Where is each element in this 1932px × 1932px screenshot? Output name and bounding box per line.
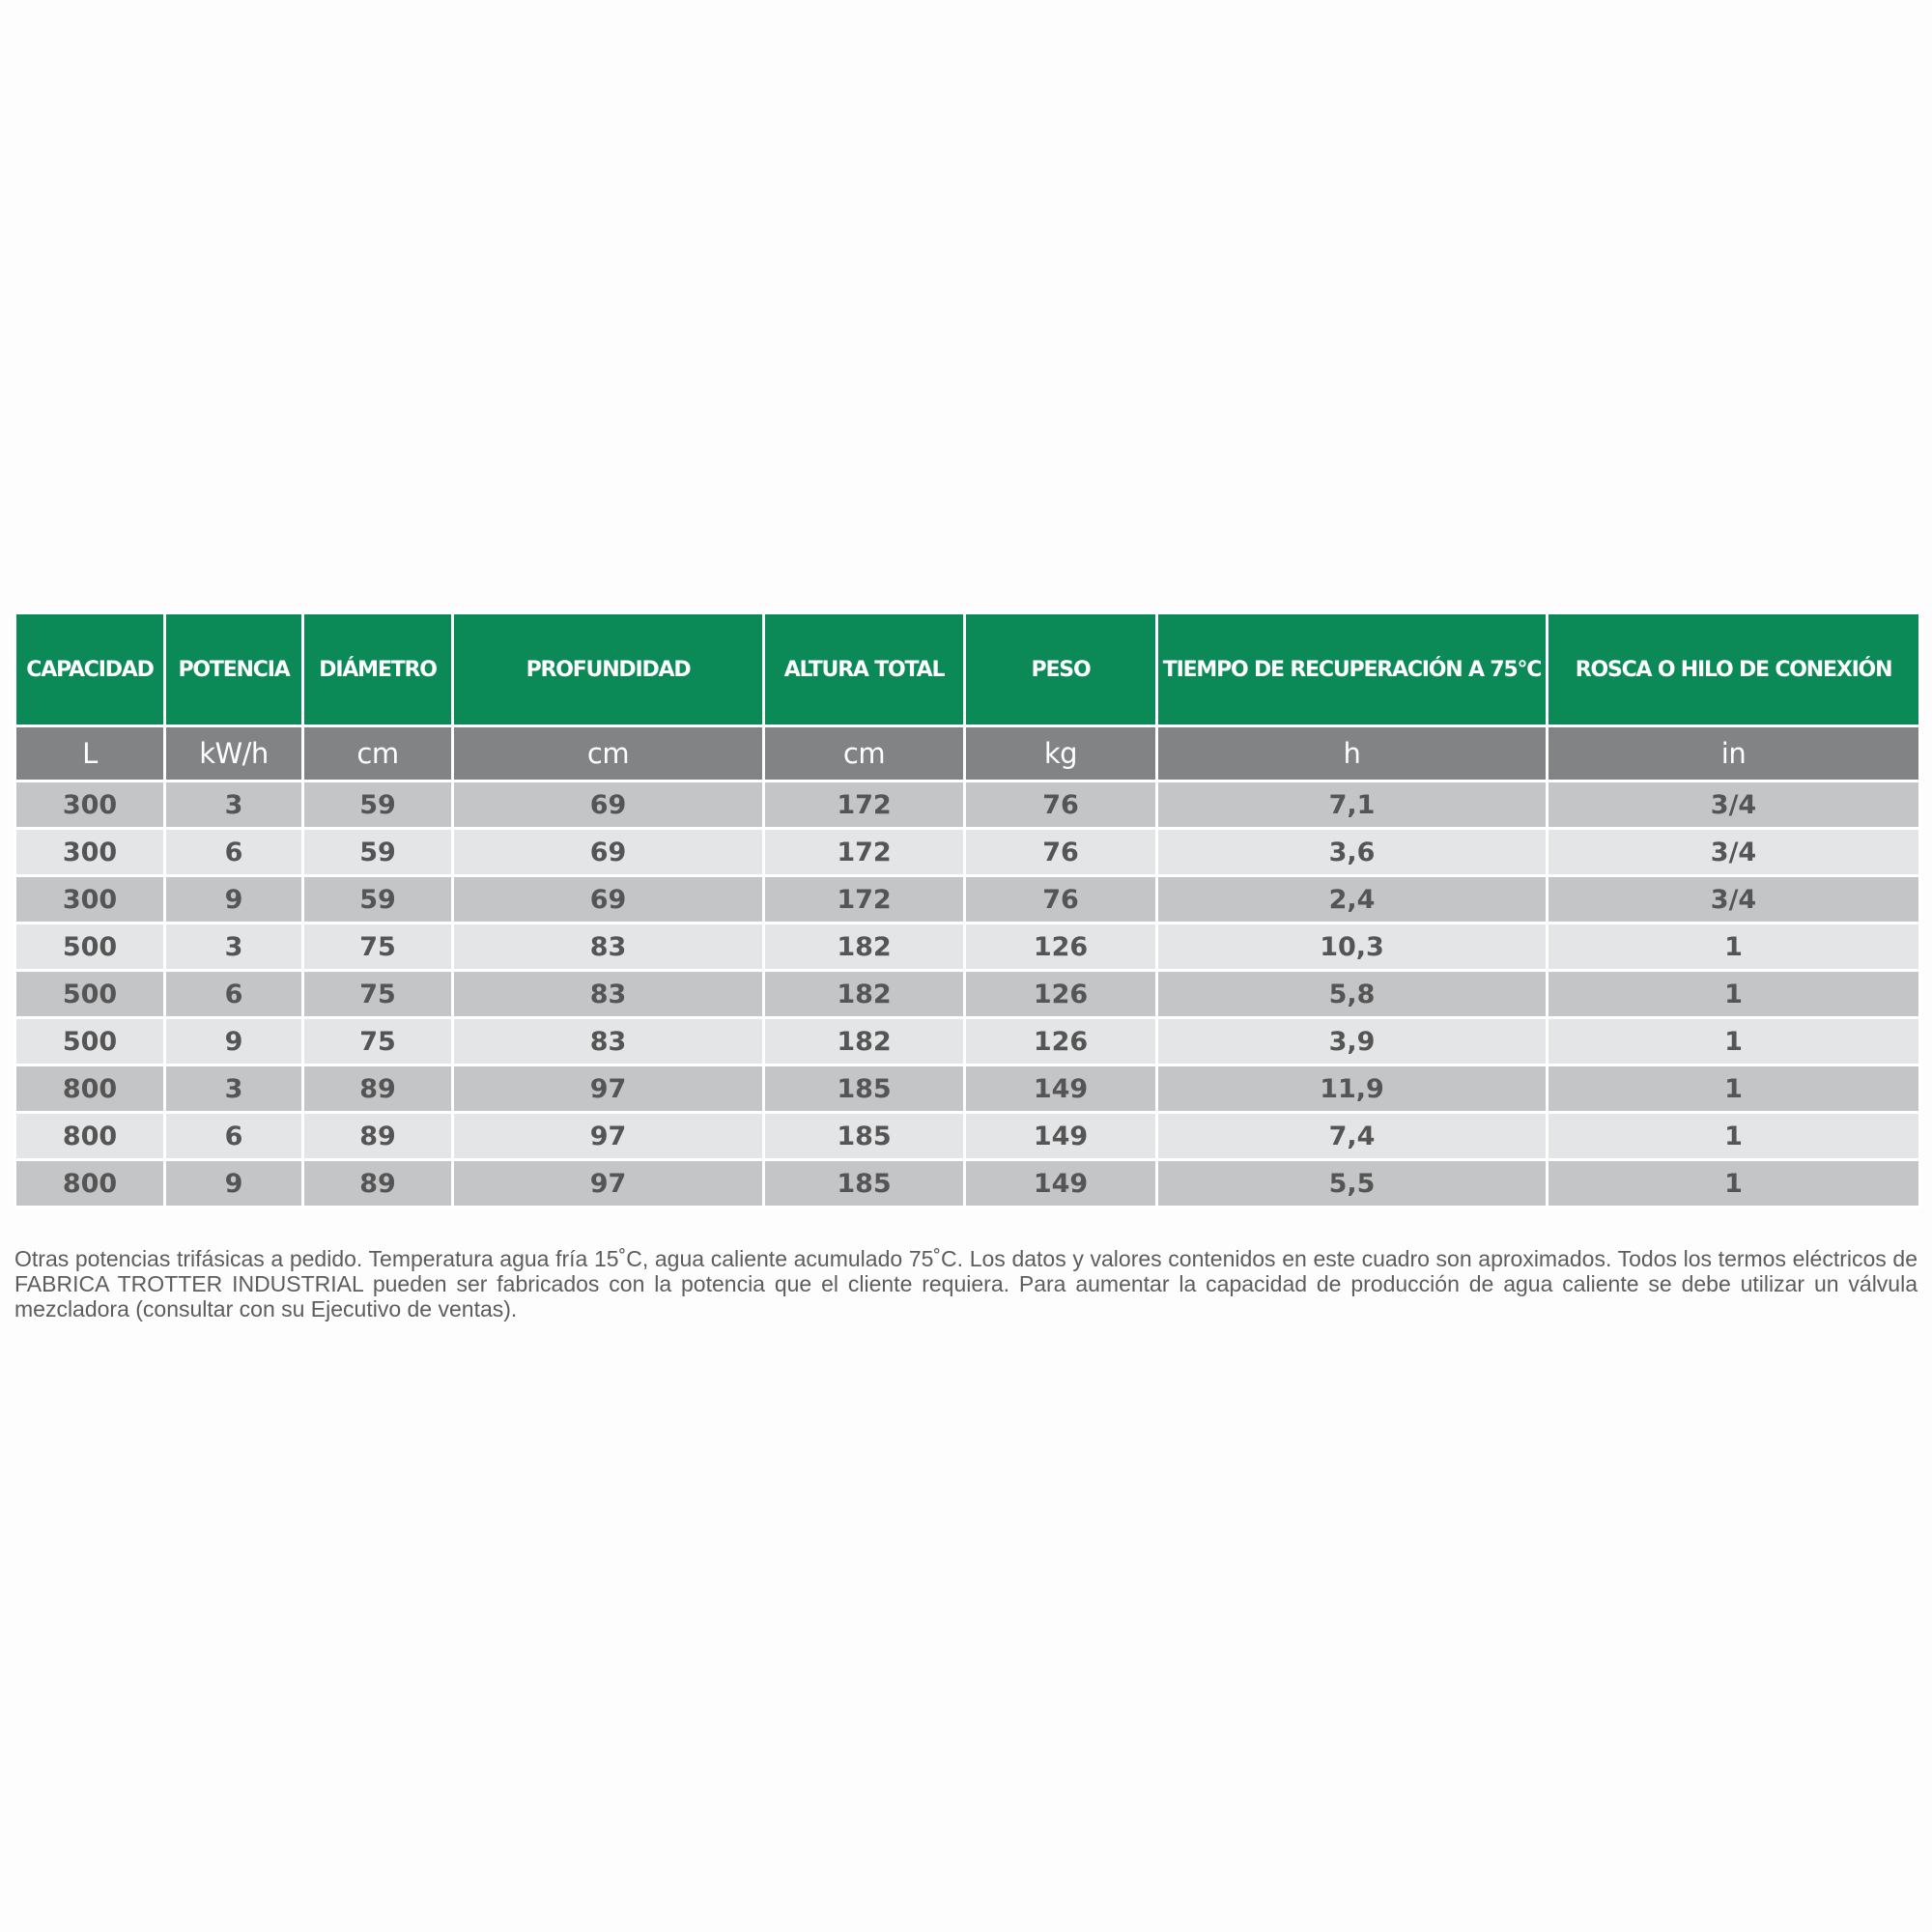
unit-altura-total: cm [764, 726, 965, 781]
table-cell: 76 [965, 876, 1157, 923]
table-cell: 1 [1548, 1065, 1920, 1113]
header-profundidad: PROFUNDIDAD [453, 613, 764, 726]
table-row [15, 1160, 1920, 1208]
table-cell: 5,8 [1157, 971, 1548, 1018]
table-cell: 75 [303, 923, 453, 971]
header-potencia: POTENCIA [165, 613, 303, 726]
table-cell: 83 [453, 971, 764, 1018]
header-diametro: DIÁMETRO [303, 613, 453, 726]
table-cell: 97 [453, 1065, 764, 1113]
table-cell: 3,9 [1157, 1018, 1548, 1065]
table-cell: 1 [1548, 1160, 1920, 1208]
table-cell: 800 [15, 1160, 165, 1208]
table-cell: 500 [15, 971, 165, 1018]
table-cell: 69 [453, 781, 764, 829]
table-row [15, 923, 1920, 971]
table-cell: 3 [165, 1065, 303, 1113]
table-cell: 1 [1548, 923, 1920, 971]
table-cell: 300 [15, 876, 165, 923]
unit-potencia: kW/h [165, 726, 303, 781]
footnote: Otras potencias trifásicas a pedido. Temperatura agua fría 15˚C, agua caliente acumulado 75˚C. Los datos y valores contenidos en este cuadro son aproximados. Todos los termos eléctricos de FABRICA TROTTER INDUSTRIAL pueden ser fabricados con la potencia que el cliente requiera. Para aumentar la capacidad de producción de agua caliente se debe utilizar un válvula mezcladora (consultar con su Ejecutivo de ventas). [14, 1246, 1918, 1321]
table-cell: 6 [165, 829, 303, 876]
table-cell: 126 [965, 1018, 1157, 1065]
table-cell: 59 [303, 829, 453, 876]
table-cell: 97 [453, 1160, 764, 1208]
unit-peso: kg [965, 726, 1157, 781]
table-cell: 59 [303, 781, 453, 829]
header-rosca: ROSCA O HILO DE CONEXIÓN [1548, 613, 1920, 726]
table-cell: 3/4 [1548, 829, 1920, 876]
table-cell: 185 [764, 1113, 965, 1160]
table-cell: 126 [965, 923, 1157, 971]
table-cell: 1 [1548, 971, 1920, 1018]
table-cell: 89 [303, 1065, 453, 1113]
table-row [15, 829, 1920, 876]
unit-profundidad: cm [453, 726, 764, 781]
table-cell: 800 [15, 1113, 165, 1160]
table-cell: 300 [15, 829, 165, 876]
table-body [15, 781, 1920, 1208]
unit-capacidad: L [15, 726, 165, 781]
table-cell: 9 [165, 876, 303, 923]
table-cell: 83 [453, 923, 764, 971]
table-cell: 69 [453, 876, 764, 923]
table-cell: 5,5 [1157, 1160, 1548, 1208]
table-cell: 300 [15, 781, 165, 829]
header-tiempo-recuperacion: TIEMPO DE RECUPERACIÓN A 75°C [1157, 613, 1548, 726]
table-cell: 182 [764, 1018, 965, 1065]
table-cell: 3 [165, 923, 303, 971]
table-cell: 2,4 [1157, 876, 1548, 923]
table-cell: 185 [764, 1160, 965, 1208]
table-cell: 59 [303, 876, 453, 923]
table-cell: 3,6 [1157, 829, 1548, 876]
table-cell: 149 [965, 1113, 1157, 1160]
table-row [15, 781, 1920, 829]
table-cell: 76 [965, 829, 1157, 876]
table-cell: 7,1 [1157, 781, 1548, 829]
table-cell: 149 [965, 1160, 1157, 1208]
table-cell: 3 [165, 781, 303, 829]
header-capacidad: CAPACIDAD [15, 613, 165, 726]
table-cell: 6 [165, 1113, 303, 1160]
table-cell: 3/4 [1548, 781, 1920, 829]
table-cell: 83 [453, 1018, 764, 1065]
table-cell: 89 [303, 1160, 453, 1208]
table-cell: 10,3 [1157, 923, 1548, 971]
spec-table [14, 611, 1921, 1208]
table-cell: 75 [303, 971, 453, 1018]
table-cell: 182 [764, 971, 965, 1018]
table-cell: 9 [165, 1160, 303, 1208]
table-cell: 9 [165, 1018, 303, 1065]
unit-tiempo-recuperacion: h [1157, 726, 1548, 781]
table-cell: 1 [1548, 1113, 1920, 1160]
table-cell: 1 [1548, 1018, 1920, 1065]
table-row [15, 1065, 1920, 1113]
table-cell: 500 [15, 1018, 165, 1065]
table-cell: 7,4 [1157, 1113, 1548, 1160]
table-cell: 182 [764, 923, 965, 971]
table-cell: 6 [165, 971, 303, 1018]
table-row [15, 1113, 1920, 1160]
table-cell: 185 [764, 1065, 965, 1113]
table-row [15, 876, 1920, 923]
table-cell: 172 [764, 781, 965, 829]
table-cell: 3/4 [1548, 876, 1920, 923]
table-cell: 172 [764, 876, 965, 923]
unit-rosca: in [1548, 726, 1920, 781]
table-cell: 75 [303, 1018, 453, 1065]
header-altura-total: ALTURA TOTAL [764, 613, 965, 726]
table-cell: 97 [453, 1113, 764, 1160]
header-peso: PESO [965, 613, 1157, 726]
header-row [15, 613, 1920, 726]
table-cell: 76 [965, 781, 1157, 829]
table-cell: 11,9 [1157, 1065, 1548, 1113]
table-row [15, 971, 1920, 1018]
table-cell: 172 [764, 829, 965, 876]
table-cell: 149 [965, 1065, 1157, 1113]
table-cell: 69 [453, 829, 764, 876]
table-cell: 89 [303, 1113, 453, 1160]
table-cell: 500 [15, 923, 165, 971]
table-cell: 800 [15, 1065, 165, 1113]
unit-diametro: cm [303, 726, 453, 781]
units-row [15, 726, 1920, 781]
table-cell: 126 [965, 971, 1157, 1018]
table-row [15, 1018, 1920, 1065]
